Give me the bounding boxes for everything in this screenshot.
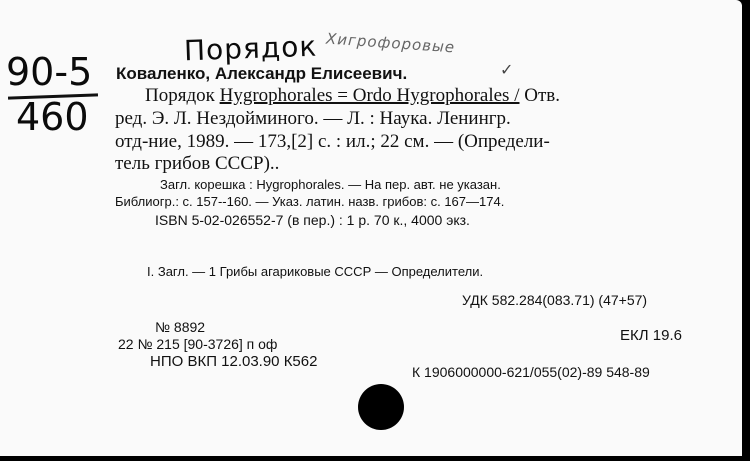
title-line-2: ред. Э. Л. Нездойминого. — Л. : Наука. Ленингр.	[115, 108, 511, 129]
order-number: № 8892	[155, 319, 206, 335]
card-punch-hole	[358, 384, 404, 430]
handwritten-faint-note: Хигрофоровые	[325, 29, 456, 57]
title-underlined: Hygrophorales = Ordo Hygrophorales /	[219, 85, 520, 106]
title-line-1	[145, 85, 560, 107]
tracings: I. Загл. — 1 Грибы агариковые СССР — Определители.	[147, 264, 484, 279]
title-suffix: Отв.	[519, 85, 560, 106]
title-prefix: Порядок	[145, 85, 220, 106]
title-line-3: отд-ние, 1989. — 173,[2] с. : ил.; 22 см. — (Определи-	[115, 131, 550, 152]
bibliography-note: Библиогр.: с. 157--160. — Указ. латин. назв. грибов: с. 167—174.	[115, 194, 505, 209]
ekl-code: ЕКЛ 19.6	[620, 327, 682, 344]
spine-title-note: Загл. корешка : Hygrophorales. — На пер. авт. не указан.	[160, 177, 501, 192]
handwritten-title-note: Порядок	[183, 29, 318, 68]
k-code: К 1906000000-621/055(02)-89 548-89	[412, 364, 650, 380]
order-line-2: 22 № 215 [90-3726] п оф	[118, 336, 278, 352]
title-line-4: тель грибов СССР)..	[115, 153, 280, 174]
shelf-mark-bottom: 460	[16, 95, 89, 139]
order-line-3: НПО ВКП 12.03.90 К562	[150, 353, 318, 370]
shelf-mark-top: 90-5	[6, 50, 93, 94]
author-heading: Коваленко, Александр Елисеевич.	[116, 64, 408, 83]
udk-code: УДК 582.284(083.71) (47+57)	[462, 292, 648, 308]
isbn-line: ISBN 5-02-026552-7 (в пер.) : 1 р. 70 к., 4000 экз.	[155, 212, 470, 228]
check-mark-icon: ✓	[500, 60, 514, 79]
